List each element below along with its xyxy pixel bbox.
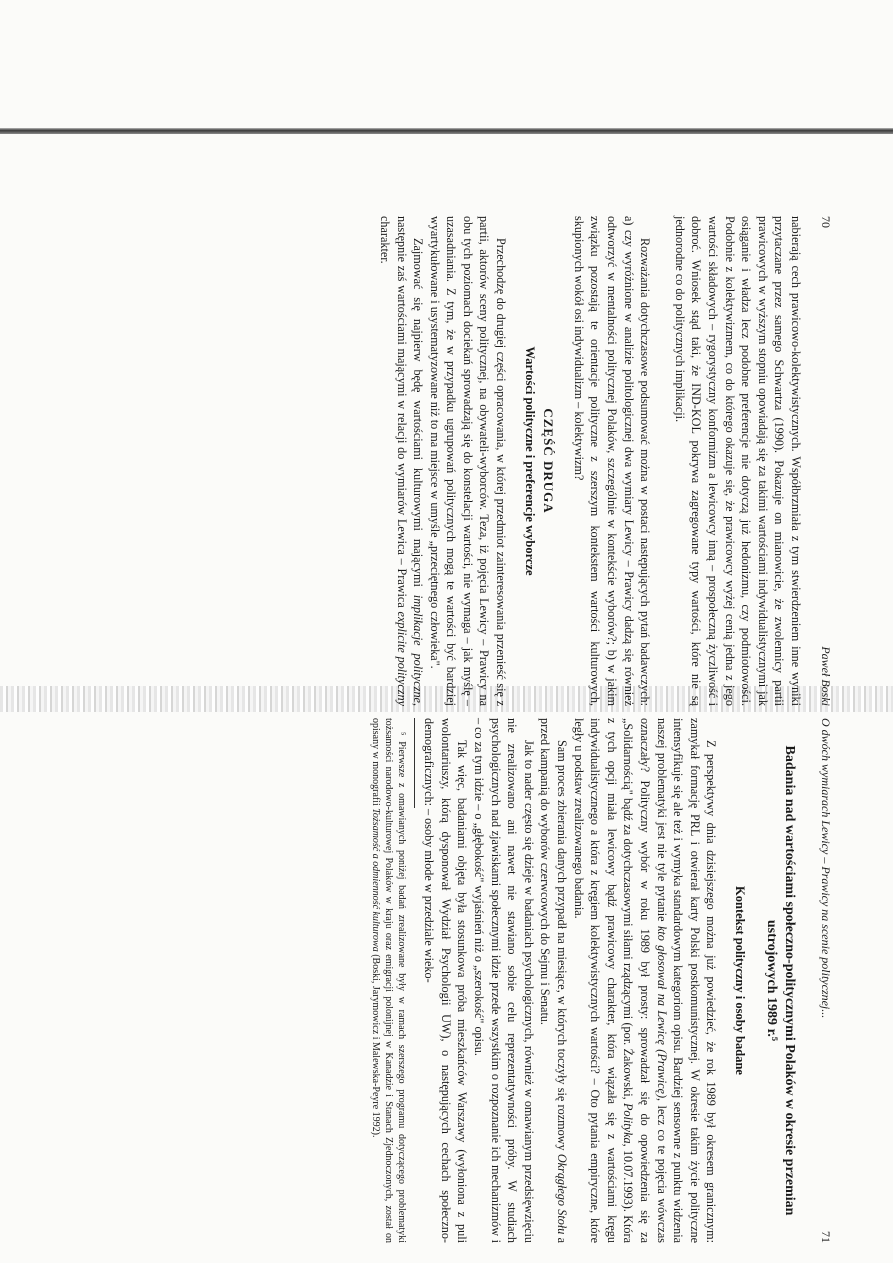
part-title: CZĘŚĆ DRUGA bbox=[541, 408, 557, 514]
left-body-text bbox=[376, 216, 804, 706]
left-paragraph-1: nabierają cech prawicowo-kolektywistycznych. Współbrzmiała z tym stwierdzeniem inne wyniki przytaczane przez samego Schwartza (1990). Pokazuje on mianowicie, że zwolennicy partii prawicowych w wyższym stopniu opowiadają się za takimi wartościami indywidualistycznymi jak osiąganie i władza lecz podobne preferencje nie dotyczą już hedonizmu, czy podmiotowości. Podobnie z kolektywizmem, co do którego okazuje się, że prawicowcy wyżej cenią jedna z jego wartości składowych – rygorystyczny konformizm a lewicowcy inną – prospołeczną życzliwość i dobroć. Wniosek stąd taki, że IND-KOL pokrywa zagregowane typy wartości, które nie są jednorodne co do politycznych implikacji. bbox=[672, 216, 803, 706]
right-body-text bbox=[369, 718, 804, 1243]
footnote-rule bbox=[414, 718, 415, 808]
left-running-head bbox=[818, 216, 833, 706]
right-paragraph-4: Tak więc, badaniami objęta była stosunkowa próba mieszkańców Warszawy (wyłoniona z puli wolontariuszy, którą dysponował Wydział Psychologii UW), o następujących cechach społeczno-demograficznych: – osoby młode w przedziale wieko- bbox=[422, 718, 470, 1243]
left-page bbox=[103, 216, 833, 706]
right-paragraph-2: Sam proces zbierania danych przypadł na miesiące, w których toczyły się rozmowy Okrągłego Stołu a przed kampanią do wyborów czerwcowych do Sejmu i Senatu. bbox=[538, 718, 570, 1243]
part-subtitle: Wartości polityczne i preferencje wyborcze bbox=[522, 346, 537, 576]
left-paragraph-3: Przechodzę do drugiej części opracowania, w której przedmiot zainteresowania przenieść się z partii, aktorów sceny politycznej, na obywateli-wyborców. Teza, iż pojęcia Lewicy – Prawicy na obu tych poziomach dociekań sprowadzają się do konstelacji wartości, nie wymaga – jak myślę – uzasadniania. Z tym, że w przypadku ugrupowań politycznych mogą te wartości być bardziej wyartykułowane i usystematyzowane niż to ma miejsce w umyśle „przeciętnego człowieka". bbox=[427, 216, 509, 706]
chapter-title: Badania nad wartościami społeczno-politycznymi Polaków w okresie przemian ustrojowych 1989 r.⁵ bbox=[764, 745, 797, 1216]
footnote: ⁵ Pierwsze z omawianych poniżej badań zrealizowane były w ramach szerszego programu dotyczącego problematyki tożsamości narodowo-kulturowej Polaków w kraju oraz emigracji polonijnej w Kanadzie i Stanach Zjednoczonych, został on opisany w monografii Tożsamość a odmienność kulturowa (Boski, Jarymowicz i Malewska-Peyre 1992). bbox=[369, 718, 407, 1243]
right-running-head bbox=[818, 718, 833, 1243]
section-title: Kontekst polityczny i osoby badane bbox=[733, 886, 747, 1075]
left-paragraph-2: Rozważania dotychczasowe podsumować można w postaci następujących pytań badawczych: a) czy wyróżnione w analizie politologicznej dwa wymiary Lewicy – Prawicy dadzą się również odtworzyć w mentalności politycznej Polaków, szczególnie w kontekście wyborów?; b) w jakim związku pozostają te orientacje polityczne z szerszym kontekstem wartości kulturowych, skupionych wokół osi indywidualizm – kolektywizm? bbox=[571, 216, 653, 706]
left-page-number: 70 bbox=[819, 216, 833, 228]
right-paragraph-3: Jak to nader często się dzieje w badaniach psychologicznych, również w omawianym przedsięwzięciu nie zrealizowano ani nawet nie stawiano sobie celu reprezentatywności próby. W studiach psychologicznych nad zjawiskami społecznymi idzie przede wszystkim o rozpoznanie ich mechanizmów i – co za tym idzie – o „głębokość" wyjaśnień niż o „szerokość" opisu. bbox=[472, 718, 536, 1243]
left-paragraph-4: Zajmować się najpierw będę wartościami kulturowymi mającymi implikacje polityczne, następnie zaś wartościami mającymi w relacji do wymiarów Lewica – Prawica explicite polityczny charakter. bbox=[377, 216, 426, 707]
right-paragraph-1: Z perspektywy dnia dzisiejszego można już powiedzieć, że rok 1989 był okresem granicznym: zamykał formację PRL i otwierał karty Polski postkomunistycznej. W okresie takim życie polityczne intensyfikuje się ale też i wymyka standardowym kategoriom opisu. Bardziej sensowne z punktu widzenia naszej problematyki jest nie tyle pytanie kto głosował na Lewicę (Prawicę), lecz co te pojęcia wówczas oznaczały? Polityczny wybór w roku 1989 był prosty: sprowadzał się do opowiedzenia się za „Solidarnością" bądź za dotychczasowymi siłami rządzącymi (por. Żakowski, Polityka, 10.07.1993). Która z tych opcji miała lewicowy bądź prawicowy charakter, która wiązała się z wartościami kręgu indywidualistycznego a która z kręgiem kolektywistycznych wartości? – Oto pytania empiryczne, które legły u podstaw zrealizowanego badania. bbox=[571, 718, 719, 1243]
left-running-head-author: Paweł Boski bbox=[819, 646, 833, 706]
right-page-number: 71 bbox=[819, 1231, 833, 1243]
right-running-head-title: O dwóch wymiarach Lewicy – Prawicy na scenie politycznej... bbox=[819, 718, 833, 1019]
scanner-edge bbox=[0, 128, 893, 134]
right-page bbox=[93, 718, 833, 1243]
